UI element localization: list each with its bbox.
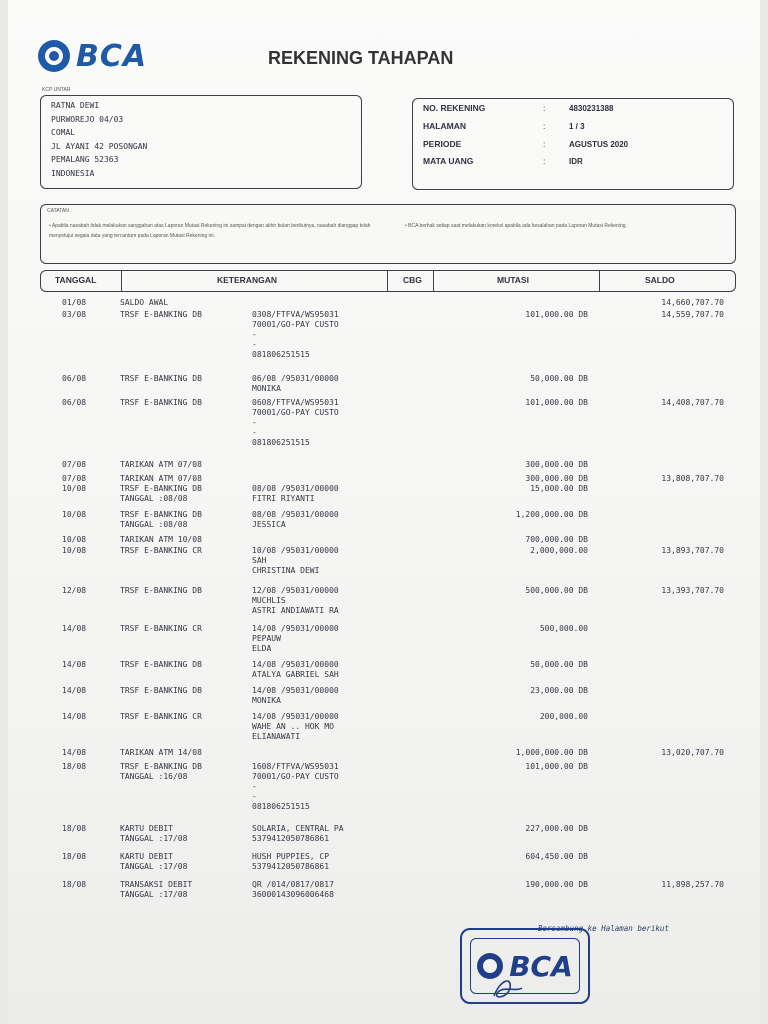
address-line: JL AYANI 42 POSONGAN xyxy=(51,141,148,151)
txn-date: 18/08 xyxy=(62,824,87,833)
txn-mutation: 500,000.00 DB xyxy=(525,586,588,595)
txn-date: 14/08 xyxy=(62,660,87,669)
txn-mutation: 500,000.00 xyxy=(539,624,588,633)
txn-description: TRSF E-BANKING DB xyxy=(120,374,202,383)
logo-text: BCA xyxy=(76,38,148,74)
col-description: KETERANGAN xyxy=(217,275,277,285)
address-line: INDONESIA xyxy=(51,168,95,178)
txn-detail: 14/08 /95031/00000 WAHE AN .. HOK MO ELIANAWATI xyxy=(252,712,339,741)
txn-description: TARIKAN ATM 07/08 xyxy=(120,460,202,469)
txn-detail: SOLARIA, CENTRAL PA 5379412050786861 xyxy=(252,824,344,843)
txn-date: 07/08 xyxy=(62,460,87,469)
txn-mutation: 190,000.00 DB xyxy=(525,880,588,889)
txn-description: TRSF E-BANKING DB TANGGAL :08/08 xyxy=(120,484,202,503)
customer-address-box xyxy=(40,95,362,189)
address-line: PURWOREJO 04/03 xyxy=(51,114,124,124)
txn-description: KARTU DEBIT TANGGAL :17/08 xyxy=(120,824,188,843)
notes-label: CATATAN : xyxy=(47,208,72,214)
txn-date: 14/08 xyxy=(62,712,87,721)
table-header xyxy=(40,270,736,292)
txn-date: 10/08 xyxy=(62,535,87,544)
bca-logo xyxy=(38,38,168,74)
txn-detail: 14/08 /95031/00000 ATALYA GABRIEL SAH xyxy=(252,660,339,679)
txn-detail: 0608/FTFVA/WS95031 70001/GO-PAY CUSTO - - 081806251515 xyxy=(252,398,339,447)
txn-mutation: 101,000.00 DB xyxy=(525,398,588,407)
txn-detail: 08/08 /95031/00000 JESSICA xyxy=(252,510,339,529)
txn-description: TRSF E-BANKING CR xyxy=(120,624,202,633)
txn-detail: QR /014/0817/0817 36000143096006468 xyxy=(252,880,334,899)
txn-mutation: 1,200,000.00 DB xyxy=(515,510,588,519)
txn-date: 18/08 xyxy=(62,762,87,771)
txn-description: TRSF E-BANKING DB xyxy=(120,686,202,695)
txn-date: 06/08 xyxy=(62,398,87,407)
txn-description: SALDO AWAL xyxy=(120,298,169,307)
txn-balance: 14,559,707.70 xyxy=(661,310,724,319)
txn-description: TARIKAN ATM 10/08 xyxy=(120,535,202,544)
txn-date: 14/08 xyxy=(62,686,87,695)
txn-balance: 14,660,707.70 xyxy=(661,298,724,307)
txn-mutation: 1,000,000.00 DB xyxy=(515,748,588,757)
txn-description: TRSF E-BANKING DB xyxy=(120,586,202,595)
txn-detail: 1608/FTFVA/WS95031 70001/GO-PAY CUSTO - - 081806251515 xyxy=(252,762,339,811)
txn-date: 12/08 xyxy=(62,586,87,595)
col-balance: SALDO xyxy=(645,275,675,285)
txn-mutation: 227,000.00 DB xyxy=(525,824,588,833)
txn-detail: HUSH PUPPIES, CP 5379412050786861 xyxy=(252,852,330,871)
txn-date: 01/08 xyxy=(62,298,87,307)
notes-box xyxy=(40,204,736,264)
account-info-box: NO. REKENING : 4830231388 HALAMAN : 1 / 3 PERIODE : AGUSTUS 2020 MATA UANG : IDR xyxy=(412,98,734,190)
txn-description: TARIKAN ATM 14/08 xyxy=(120,748,202,757)
txn-description: TRSF E-BANKING CR xyxy=(120,712,202,721)
txn-description: TRSF E-BANKING DB TANGGAL :16/08 xyxy=(120,762,202,781)
account-number-value: 4830231388 xyxy=(569,104,614,113)
txn-balance: 14,408,707.70 xyxy=(661,398,724,407)
txn-mutation: 50,000.00 DB xyxy=(530,374,588,383)
txn-description: TRSF E-BANKING DB xyxy=(120,660,202,669)
txn-detail: 06/08 /95031/00000 MONIKA xyxy=(252,374,339,393)
txn-balance: 13,020,707.70 xyxy=(661,748,724,757)
txn-description: TARIKAN ATM 07/08 xyxy=(120,474,202,483)
txn-mutation: 300,000.00 DB xyxy=(525,474,588,483)
signature-icon xyxy=(482,966,532,1006)
txn-detail: 14/08 /95031/00000 PEPAUW ELDA xyxy=(252,624,339,653)
period-label: PERIODE xyxy=(423,139,462,149)
txn-description: TRSF E-BANKING DB xyxy=(120,310,202,319)
txn-mutation: 300,000.00 DB xyxy=(525,460,588,469)
txn-mutation: 200,000.00 xyxy=(539,712,588,721)
txn-balance: 13,393,707.70 xyxy=(661,586,724,595)
txn-mutation: 604,450.00 DB xyxy=(525,852,588,861)
txn-mutation: 15,000.00 DB xyxy=(530,484,588,493)
txn-balance: 11,898,257.70 xyxy=(661,880,724,889)
page-title: REKENING TAHAPAN xyxy=(268,48,454,68)
col-date: TANGGAL xyxy=(55,275,97,285)
continued-note: Bersambung ke Halaman berikut xyxy=(538,924,669,933)
txn-mutation: 700,000.00 DB xyxy=(525,535,588,544)
txn-description: TRSF E-BANKING DB xyxy=(120,398,202,407)
col-mutation: MUTASI xyxy=(497,275,529,285)
bca-logo-icon xyxy=(38,40,70,72)
txn-mutation: 50,000.00 DB xyxy=(530,660,588,669)
txn-description: TRSF E-BANKING DB TANGGAL :08/08 xyxy=(120,510,202,529)
txn-mutation: 101,000.00 DB xyxy=(525,310,588,319)
col-branch: CBG xyxy=(403,275,422,285)
note-left: • Apabila nasabah tidak melakukan sanggahan atas Laporan Mutasi Rekening ini sampai dengan akhir bulan berikutnya, nasabah dianggap telah menyetujui segala data yang tercantum pada Laporan Mutasi Rekening ini. xyxy=(49,223,371,239)
txn-date: 18/08 xyxy=(62,852,87,861)
txn-date: 03/08 xyxy=(62,310,87,319)
txn-detail: 08/08 /95031/00000 FITRI RIYANTI xyxy=(252,484,339,503)
txn-date: 14/08 xyxy=(62,624,87,633)
txn-detail: 10/08 /95031/00000 SAH CHRISTINA DEWI xyxy=(252,546,339,575)
txn-balance: 13,808,707.70 xyxy=(661,474,724,483)
txn-detail: 14/08 /95031/00000 MONIKA xyxy=(252,686,339,705)
txn-description: TRANSAKSI DEBIT TANGGAL :17/08 xyxy=(120,880,193,899)
currency-value: IDR xyxy=(569,157,583,166)
account-number-label: NO. REKENING xyxy=(423,103,486,113)
txn-detail: 0308/FTFVA/WS95031 70001/GO-PAY CUSTO - - 081806251515 xyxy=(252,310,339,359)
bank-statement-page xyxy=(8,0,760,1024)
txn-date: 18/08 xyxy=(62,880,87,889)
txn-mutation: 2,000,000.00 xyxy=(530,546,588,555)
txn-date: 14/08 xyxy=(62,748,87,757)
period-value: AGUSTUS 2020 xyxy=(569,140,629,149)
txn-detail: 12/08 /95031/00000 MUCHLIS ASTRI ANDIAWATI RA xyxy=(252,586,339,615)
stamp-text: BCA xyxy=(509,949,573,983)
page-value: 1 / 3 xyxy=(569,122,585,131)
txn-mutation: 23,000.00 DB xyxy=(530,686,588,695)
note-right: • BCA berhak setiap saat melakukan koreksi apabila ada kesalahan pada Laporan Mutasi Rekening. xyxy=(405,223,627,229)
txn-date: 07/08 xyxy=(62,474,87,483)
txn-mutation: 101,000.00 DB xyxy=(525,762,588,771)
txn-balance: 13,893,707.70 xyxy=(661,546,724,555)
branch-label: KCP UNTAR xyxy=(42,87,71,93)
address-line: PEMALANG 52363 xyxy=(51,155,119,164)
txn-date: 10/08 xyxy=(62,546,87,555)
address-line: RATNA DEWI xyxy=(51,101,100,110)
page-label: HALAMAN xyxy=(423,121,466,131)
txn-date: 10/08 xyxy=(62,484,87,493)
txn-date: 10/08 xyxy=(62,510,87,519)
txn-date: 06/08 xyxy=(62,374,87,383)
address-line: COMAL xyxy=(51,128,76,137)
currency-label: MATA UANG xyxy=(423,156,474,166)
txn-description: KARTU DEBIT TANGGAL :17/08 xyxy=(120,852,188,871)
txn-description: TRSF E-BANKING CR xyxy=(120,546,202,555)
